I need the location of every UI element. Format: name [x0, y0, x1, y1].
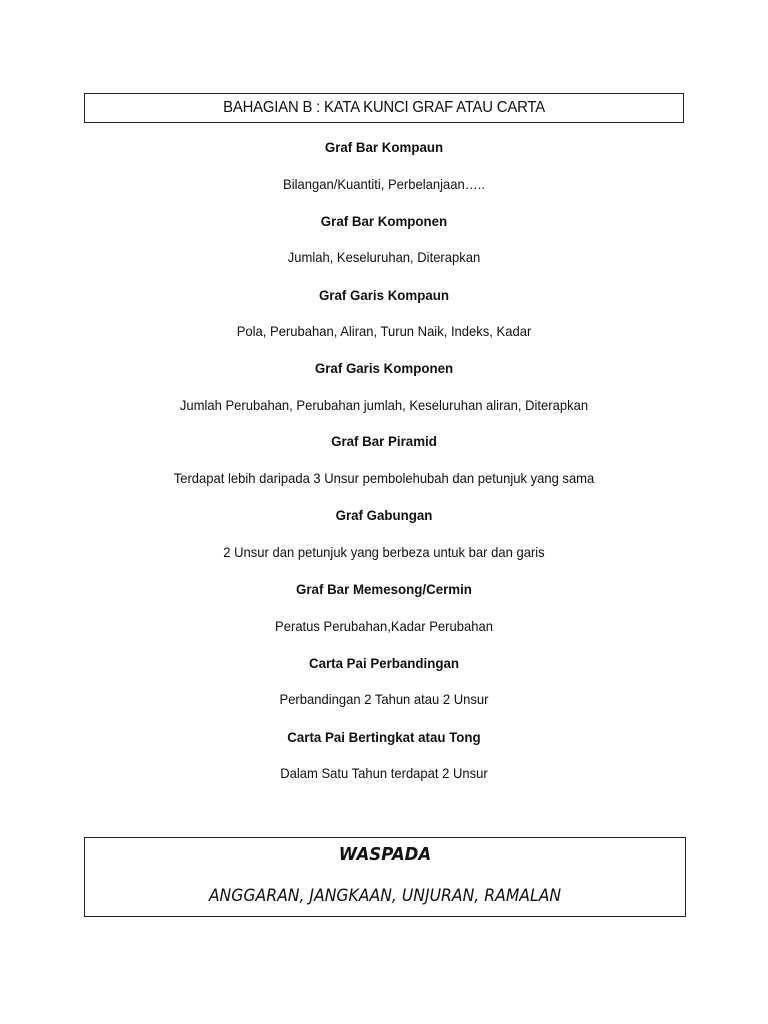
entry-description: Bilangan/Kuantiti, Perbelanjaan….. [283, 176, 485, 192]
entry-heading: Graf Bar Komponen [320, 213, 448, 229]
entry-heading: Graf Garis Kompaun [318, 287, 450, 303]
entry-description: 2 Unsur dan petunjuk yang berbeza untuk bar dan garis [223, 544, 545, 560]
entry-heading: Graf Bar Piramid [331, 433, 437, 449]
entry-heading: Graf Garis Komponen [314, 360, 454, 376]
warning-box [84, 837, 686, 917]
section-title: BAHAGIAN B : KATA KUNCI GRAF ATAU CARTA [223, 99, 545, 116]
entry-heading: Graf Bar Memesong/Cermin [296, 581, 472, 597]
entry-description: Terdapat lebih daripada 3 Unsur pembolehubah dan petunjuk yang sama [173, 470, 595, 486]
entry-description: Dalam Satu Tahun terdapat 2 Unsur [280, 765, 488, 781]
entry-description: Jumlah Perubahan, Perubahan jumlah, Keseluruhan aliran, Diterapkan [179, 397, 589, 413]
entry-heading: Carta Pai Perbandingan [308, 655, 460, 671]
warning-title: WASPADA [338, 844, 432, 865]
entry-heading: Graf Bar Kompaun [324, 139, 444, 155]
entry-description: Perbandingan 2 Tahun atau 2 Unsur [279, 691, 489, 707]
entry-description: Jumlah, Keseluruhan, Diterapkan [287, 249, 481, 265]
entry-heading: Carta Pai Bertingkat atau Tong [287, 729, 481, 745]
entry-description: Pola, Perubahan, Aliran, Turun Naik, Indeks, Kadar [236, 323, 532, 339]
section-title-box [84, 93, 684, 123]
entry-description: Peratus Perubahan,Kadar Perubahan [275, 618, 493, 634]
entry-heading: Graf Gabungan [335, 507, 433, 523]
warning-text: ANGGARAN, JANGKAAN, UNJURAN, RAMALAN [208, 886, 562, 906]
